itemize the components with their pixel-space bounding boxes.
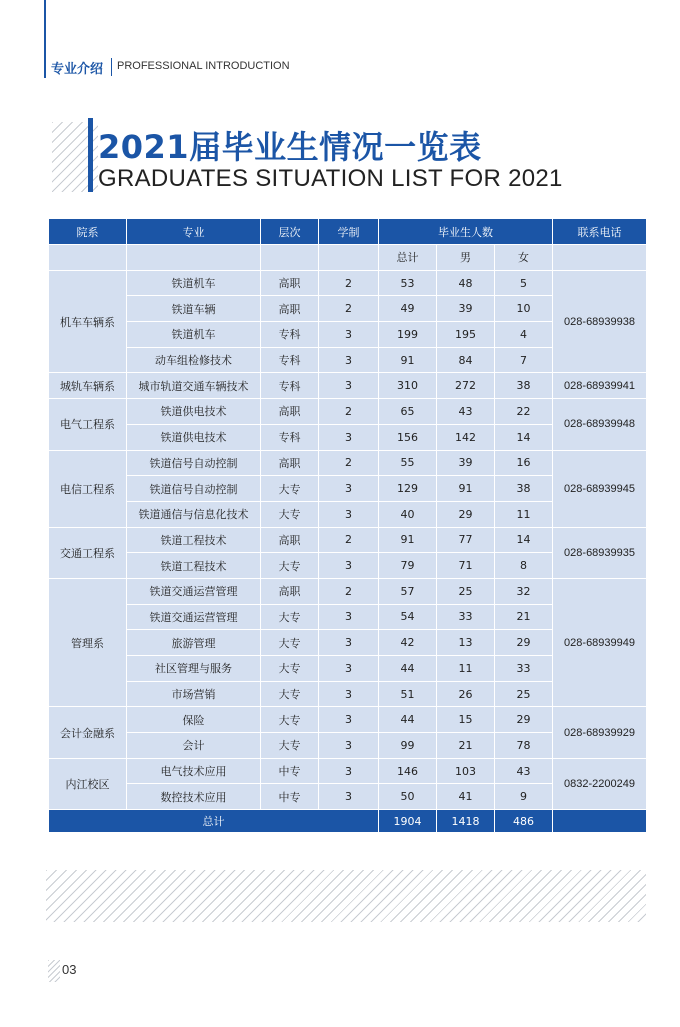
page-number-hatch — [48, 960, 60, 982]
years-cell: 2 — [319, 399, 379, 425]
major-cell: 保险 — [127, 707, 261, 733]
bottom-hatch-decoration — [46, 870, 646, 922]
years-cell: 3 — [319, 707, 379, 733]
table-row — [49, 373, 647, 399]
years-cell: 3 — [319, 630, 379, 656]
years-cell: 3 — [319, 501, 379, 527]
female-cell: 29 — [495, 630, 553, 656]
level-cell: 高职 — [261, 296, 319, 322]
table-row — [49, 707, 647, 733]
phone-cell: 028-68939948 — [553, 399, 647, 450]
level-cell: 大专 — [261, 707, 319, 733]
total-cell: 156 — [379, 424, 437, 450]
male-cell: 11 — [437, 656, 495, 682]
major-cell: 铁道工程技术 — [127, 527, 261, 553]
major-cell: 市场营销 — [127, 681, 261, 707]
header-divider — [111, 58, 112, 76]
years-cell: 3 — [319, 656, 379, 682]
table-row — [49, 758, 647, 784]
total-cell: 79 — [379, 553, 437, 579]
major-cell: 电气技术应用 — [127, 758, 261, 784]
subheader-blank — [553, 245, 647, 271]
years-cell: 2 — [319, 527, 379, 553]
dept-cell: 内江校区 — [49, 758, 127, 809]
table-row — [49, 399, 647, 425]
level-cell: 大专 — [261, 733, 319, 759]
total-cell: 146 — [379, 758, 437, 784]
female-cell: 43 — [495, 758, 553, 784]
total-cell: 50 — [379, 784, 437, 810]
female-cell: 11 — [495, 501, 553, 527]
female-cell: 38 — [495, 373, 553, 399]
major-cell: 旅游管理 — [127, 630, 261, 656]
male-cell: 39 — [437, 450, 495, 476]
major-cell: 会计 — [127, 733, 261, 759]
header-dept: 院系 — [49, 219, 127, 245]
subheader-blank — [49, 245, 127, 271]
level-cell: 大专 — [261, 553, 319, 579]
page-title-en: GRADUATES SITUATION LIST FOR 2021 — [98, 165, 563, 192]
table-header-row — [49, 219, 647, 245]
level-cell: 大专 — [261, 476, 319, 502]
dept-cell: 机车车辆系 — [49, 270, 127, 373]
level-cell: 高职 — [261, 399, 319, 425]
page-number: 03 — [62, 962, 77, 977]
major-cell: 铁道信号自动控制 — [127, 476, 261, 502]
table-body — [49, 245, 647, 810]
subheader-blank — [127, 245, 261, 271]
table-subheader-row — [49, 245, 647, 271]
level-cell: 大专 — [261, 630, 319, 656]
level-cell: 大专 — [261, 681, 319, 707]
dept-cell: 城轨车辆系 — [49, 373, 127, 399]
header-phone: 联系电话 — [553, 219, 647, 245]
male-cell: 13 — [437, 630, 495, 656]
male-cell: 39 — [437, 296, 495, 322]
female-cell: 16 — [495, 450, 553, 476]
section-title-cn: 专业介绍 — [51, 62, 104, 77]
total-cell: 54 — [379, 604, 437, 630]
major-cell: 铁道机车 — [127, 322, 261, 348]
major-cell: 铁道工程技术 — [127, 553, 261, 579]
dept-cell: 交通工程系 — [49, 527, 127, 578]
level-cell: 中专 — [261, 758, 319, 784]
total-cell: 44 — [379, 656, 437, 682]
phone-cell: 028-68939941 — [553, 373, 647, 399]
years-cell: 2 — [319, 270, 379, 296]
total-cell: 53 — [379, 270, 437, 296]
total-all: 1904 — [379, 810, 437, 833]
female-cell: 22 — [495, 399, 553, 425]
level-cell: 专科 — [261, 322, 319, 348]
total-blank — [553, 810, 647, 833]
major-cell: 铁道信号自动控制 — [127, 450, 261, 476]
male-cell: 48 — [437, 270, 495, 296]
years-cell: 3 — [319, 347, 379, 373]
male-cell: 84 — [437, 347, 495, 373]
male-cell: 91 — [437, 476, 495, 502]
total-cell: 91 — [379, 347, 437, 373]
male-cell: 142 — [437, 424, 495, 450]
level-cell: 高职 — [261, 450, 319, 476]
header-major: 专业 — [127, 219, 261, 245]
subheader-blank — [261, 245, 319, 271]
major-cell: 动车组检修技术 — [127, 347, 261, 373]
male-cell: 43 — [437, 399, 495, 425]
table-row — [49, 450, 647, 476]
header-graduates: 毕业生人数 — [379, 219, 553, 245]
phone-cell: 0832-2200249 — [553, 758, 647, 809]
female-cell: 32 — [495, 578, 553, 604]
female-cell: 10 — [495, 296, 553, 322]
major-cell: 数控技术应用 — [127, 784, 261, 810]
female-cell: 8 — [495, 553, 553, 579]
male-cell: 41 — [437, 784, 495, 810]
subheader-blank — [319, 245, 379, 271]
total-cell: 40 — [379, 501, 437, 527]
male-cell: 25 — [437, 578, 495, 604]
female-cell: 21 — [495, 604, 553, 630]
female-cell: 4 — [495, 322, 553, 348]
subheader-male: 男 — [437, 245, 495, 271]
years-cell: 3 — [319, 681, 379, 707]
phone-cell: 028-68939935 — [553, 527, 647, 578]
level-cell: 专科 — [261, 373, 319, 399]
female-cell: 9 — [495, 784, 553, 810]
major-cell: 铁道交通运营管理 — [127, 578, 261, 604]
years-cell: 3 — [319, 733, 379, 759]
total-cell: 42 — [379, 630, 437, 656]
years-cell: 2 — [319, 578, 379, 604]
subheader-female: 女 — [495, 245, 553, 271]
major-cell: 铁道供电技术 — [127, 424, 261, 450]
years-cell: 2 — [319, 296, 379, 322]
total-cell: 44 — [379, 707, 437, 733]
major-cell: 铁道交通运营管理 — [127, 604, 261, 630]
major-cell: 铁道机车 — [127, 270, 261, 296]
total-cell: 65 — [379, 399, 437, 425]
level-cell: 高职 — [261, 270, 319, 296]
male-cell: 103 — [437, 758, 495, 784]
female-cell: 29 — [495, 707, 553, 733]
level-cell: 大专 — [261, 604, 319, 630]
female-cell: 33 — [495, 656, 553, 682]
total-female: 486 — [495, 810, 553, 833]
female-cell: 5 — [495, 270, 553, 296]
level-cell: 大专 — [261, 656, 319, 682]
table-row — [49, 578, 647, 604]
male-cell: 71 — [437, 553, 495, 579]
total-cell: 57 — [379, 578, 437, 604]
male-cell: 272 — [437, 373, 495, 399]
level-cell: 中专 — [261, 784, 319, 810]
total-male: 1418 — [437, 810, 495, 833]
female-cell: 7 — [495, 347, 553, 373]
phone-cell: 028-68939949 — [553, 578, 647, 706]
dept-cell: 管理系 — [49, 578, 127, 706]
female-cell: 38 — [495, 476, 553, 502]
phone-cell: 028-68939945 — [553, 450, 647, 527]
total-cell: 310 — [379, 373, 437, 399]
major-cell: 铁道通信与信息化技术 — [127, 501, 261, 527]
female-cell: 14 — [495, 424, 553, 450]
years-cell: 3 — [319, 322, 379, 348]
total-cell: 49 — [379, 296, 437, 322]
phone-cell: 028-68939929 — [553, 707, 647, 758]
table-row — [49, 270, 647, 296]
graduates-table — [48, 218, 647, 833]
total-cell: 51 — [379, 681, 437, 707]
level-cell: 专科 — [261, 347, 319, 373]
header-level: 层次 — [261, 219, 319, 245]
years-cell: 3 — [319, 758, 379, 784]
table-row — [49, 527, 647, 553]
male-cell: 195 — [437, 322, 495, 348]
major-cell: 城市轨道交通车辆技术 — [127, 373, 261, 399]
phone-cell: 028-68939938 — [553, 270, 647, 373]
page-title-cn: 2021届毕业生情况一览表 — [98, 128, 482, 166]
major-cell: 铁道车辆 — [127, 296, 261, 322]
years-cell: 3 — [319, 604, 379, 630]
level-cell: 高职 — [261, 527, 319, 553]
years-cell: 3 — [319, 553, 379, 579]
male-cell: 33 — [437, 604, 495, 630]
years-cell: 3 — [319, 784, 379, 810]
dept-cell: 电信工程系 — [49, 450, 127, 527]
years-cell: 2 — [319, 450, 379, 476]
total-cell: 199 — [379, 322, 437, 348]
female-cell: 25 — [495, 681, 553, 707]
level-cell: 专科 — [261, 424, 319, 450]
years-cell: 3 — [319, 424, 379, 450]
male-cell: 26 — [437, 681, 495, 707]
male-cell: 77 — [437, 527, 495, 553]
total-cell: 129 — [379, 476, 437, 502]
header-accent-bar — [44, 0, 46, 78]
major-cell: 铁道供电技术 — [127, 399, 261, 425]
years-cell: 3 — [319, 373, 379, 399]
total-cell: 99 — [379, 733, 437, 759]
dept-cell: 电气工程系 — [49, 399, 127, 450]
level-cell: 大专 — [261, 501, 319, 527]
level-cell: 高职 — [261, 578, 319, 604]
header-years: 学制 — [319, 219, 379, 245]
female-cell: 78 — [495, 733, 553, 759]
total-cell: 55 — [379, 450, 437, 476]
years-cell: 3 — [319, 476, 379, 502]
dept-cell: 会计金融系 — [49, 707, 127, 758]
subheader-total: 总计 — [379, 245, 437, 271]
total-cell: 91 — [379, 527, 437, 553]
male-cell: 21 — [437, 733, 495, 759]
table-total-row — [49, 810, 647, 833]
total-label: 总计 — [49, 810, 379, 833]
female-cell: 14 — [495, 527, 553, 553]
male-cell: 29 — [437, 501, 495, 527]
major-cell: 社区管理与服务 — [127, 656, 261, 682]
title-accent-bar — [88, 118, 93, 192]
male-cell: 15 — [437, 707, 495, 733]
section-title-en: PROFESSIONAL INTRODUCTION — [117, 60, 290, 72]
